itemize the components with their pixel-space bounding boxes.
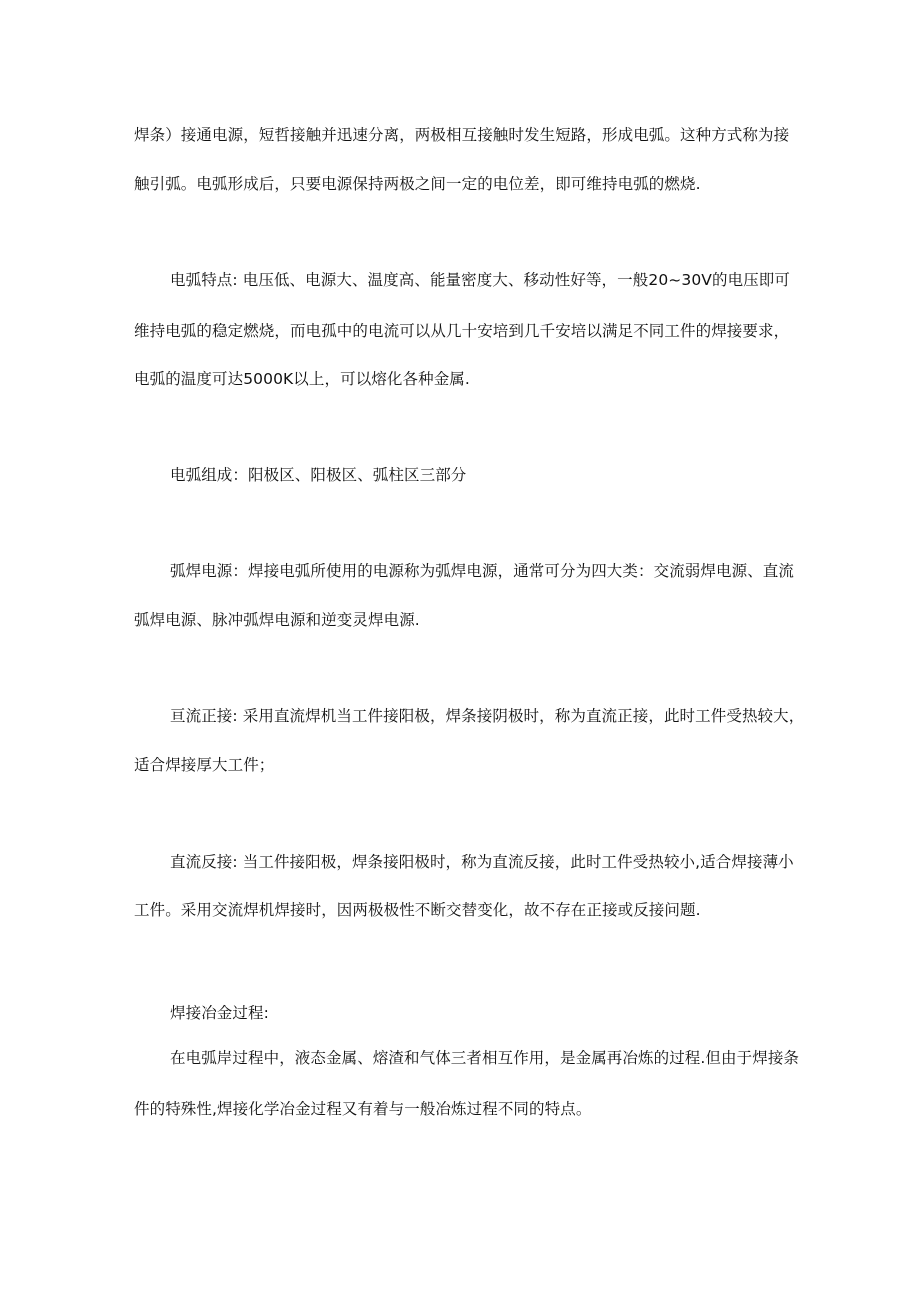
paragraph-first-line: 弧焊电源：焊接电弧所使用的电源称为弧焊电源，通常可分为四大类：交流弱焊电源、直流 [170, 562, 795, 580]
text-line: 件的特殊性,焊接化学冶金过程又有着与一般冶炼过程不同的特点。 [134, 1100, 592, 1118]
text-line: 维持电弧的稳定燃烧，而电孤中的电流可以从几十安培到几千安培以满足不同工件的焊接要求， [134, 322, 790, 340]
text-line: 弧焊电源、脉冲弧焊电源和逆变灵焊电源. [134, 611, 420, 629]
section-heading: 焊接冶金过程: [170, 1004, 269, 1022]
text-line: 触引弧。电弧形成后，只要电源保持两极之间一定的电位差，即可维持电弧的燃烧. [134, 175, 701, 193]
paragraph-first-line: 电弧特点: 电压低、电源大、温度高、能量密度大、移动性好等，一般20~30V的电压即可 [170, 271, 790, 289]
paragraph-first-line: 亘流正接: 采用直流焊机当工件接阳极，焊条接阴极时，称为直流正接，此时工件受热较大， [170, 707, 805, 725]
paragraph-first-line: 在电弧岸过程中，液态金属、熔渣和气体三者相互作用，是金属再冶炼的过程.但由于焊接条 [170, 1049, 800, 1067]
text-line: 工件。采用交流焊机焊接时，因两极极性不断交替变化，故不存在正接或反接问题. [134, 901, 701, 919]
paragraph-first-line: 电弧组成：阳极区、阳极区、弧柱区三部分 [170, 466, 467, 484]
text-line: 焊条）接通电源，短哲接触并迅速分离，两极相互接触时发生短路，形成电弧。这种方式称为接 [134, 126, 790, 144]
paragraph-first-line: 直流反接: 当工件接阳极，焊条接阳极时，称为直流反接，此时工件受热较小,适合焊接薄小 [170, 853, 794, 871]
text-line: 电弧的温度可达5000K以上，可以熔化各种金属. [134, 370, 470, 388]
text-line: 适合焊接厚大工件； [134, 756, 275, 774]
